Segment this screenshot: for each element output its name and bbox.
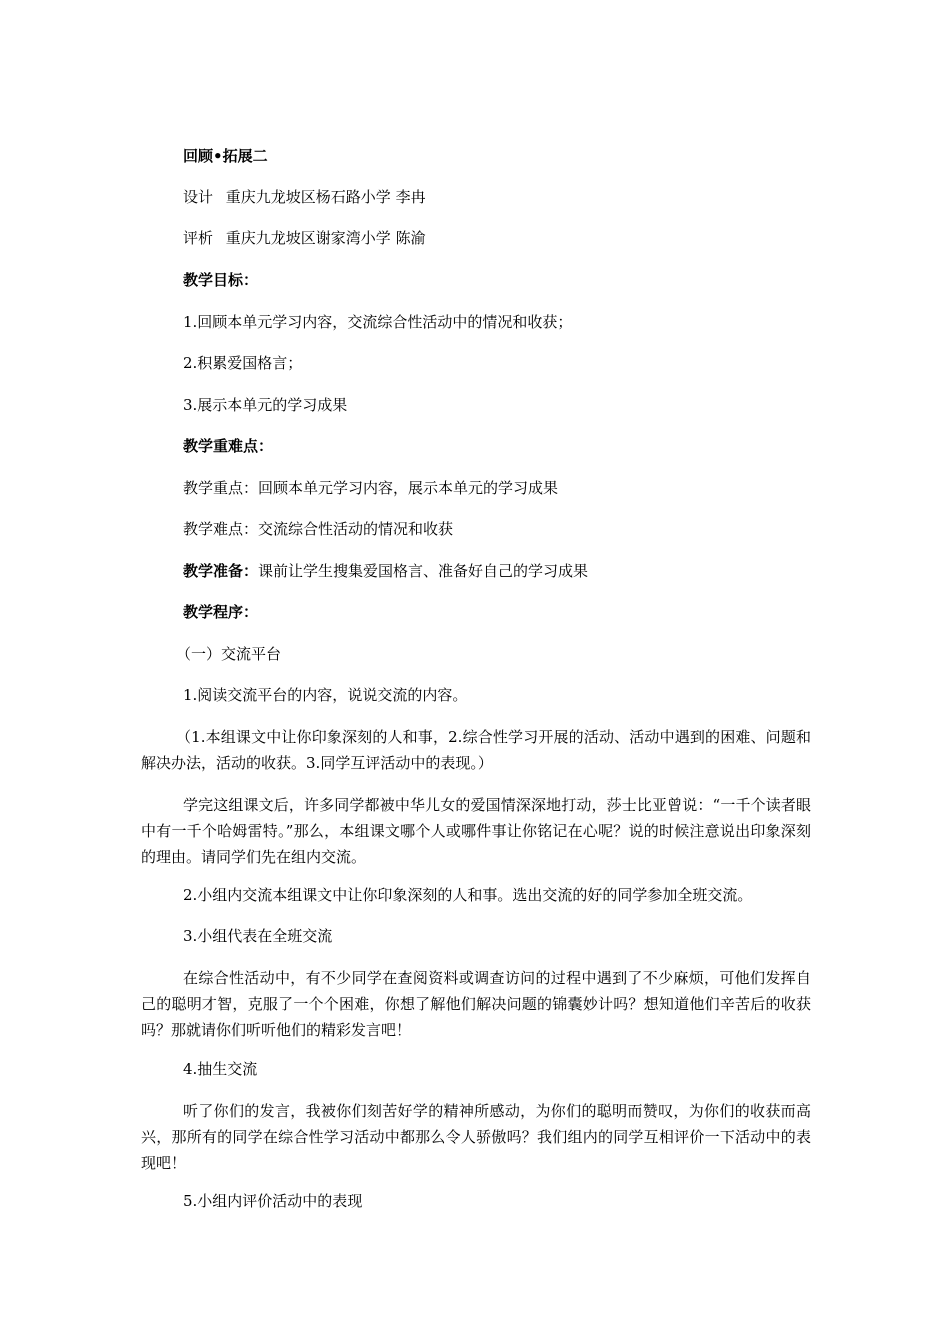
body-paragraph: 在综合性活动中，有不少同学在查阅资料或调查访问的过程中遇到了不少麻烦，可他们发挥自己的聪明才智，克服了一个个困难，你想了解他们解决问题的锦囊妙计吗？想知道他们辛苦后的收获吗？那就请你们听听他们的精彩发言吧！ <box>141 969 811 1039</box>
body-paragraph: 听了你们的发言，我被你们刻苦好学的精神所感动，为你们的聪明而赞叹，为你们的收获而高兴，那所有的同学在综合性学习活动中都那么令人骄傲吗？我们组内的同学互相评价一下活动中的表现吧！ <box>141 1102 811 1172</box>
key-heading: 教学重难点： <box>183 437 274 455</box>
goal-item: 2.积累爱国格言； <box>183 354 303 372</box>
step-item: 1.阅读交流平台的内容，说说交流的内容。 <box>183 686 468 704</box>
prep-value: 课前让学生搜集爱国格言、准备好自己的学习成果 <box>258 562 589 580</box>
goal-item: 1.回顾本单元学习内容，交流综合性活动中的情况和收获； <box>183 313 573 331</box>
step-item: 2.小组内交流本组课文中让你印象深刻的人和事。选出交流的好的同学参加全班交流。 <box>183 886 753 904</box>
design-credit <box>183 187 426 207</box>
review-credit <box>183 228 426 248</box>
review-label: 评析 <box>183 229 214 247</box>
note-paragraph: （1.本组课文中让你印象深刻的人和事，2.综合性学习开展的活动、活动中遇到的困难、问题和解决办法，活动的收获。3.同学互评活动中的表现。） <box>141 728 811 772</box>
goals-heading: 教学目标： <box>183 271 259 289</box>
section-heading: （一）交流平台 <box>176 645 282 663</box>
review-value: 重庆九龙坡区谢家湾小学 陈渝 <box>225 229 426 247</box>
difficult-point: 教学难点：交流综合性活动的情况和收获 <box>183 520 454 538</box>
body-paragraph: 学完这组课文后，许多同学都被中华儿女的爱国情深深地打动，莎士比亚曾说：“一千个读者眼中有一千个哈姆雷特。”那么，本组课文哪个人或哪件事让你铭记在心呢？说的时候注意说出印象深刻的理由。请同学们先在组内交流。 <box>141 796 811 866</box>
goal-item: 3.展示本单元的学习成果 <box>183 396 348 414</box>
preparation <box>183 561 588 581</box>
prep-label: 教学准备： <box>183 562 259 580</box>
doc-title: 回顾•拓展二 <box>183 147 268 165</box>
step-item: 4.抽生交流 <box>183 1060 258 1078</box>
design-value: 重庆九龙坡区杨石路小学 李冉 <box>225 188 426 206</box>
step-item: 3.小组代表在全班交流 <box>183 927 333 945</box>
design-label: 设计 <box>183 188 214 206</box>
key-point: 教学重点：回顾本单元学习内容，展示本单元的学习成果 <box>183 479 559 497</box>
step-item: 5.小组内评价活动中的表现 <box>183 1192 363 1210</box>
procedure-heading: 教学程序： <box>183 603 259 621</box>
